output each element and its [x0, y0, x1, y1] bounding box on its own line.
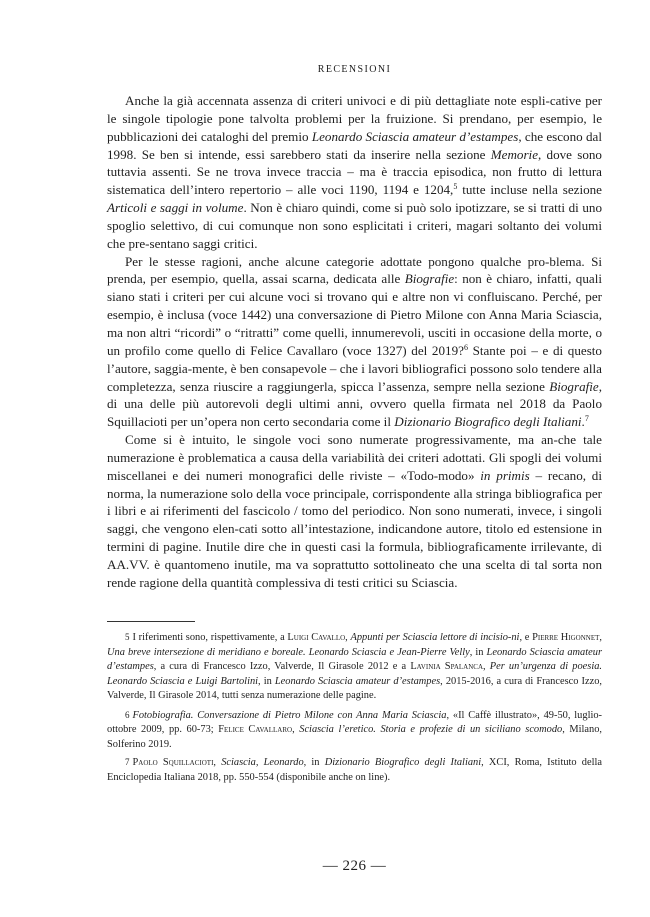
paragraph-1 [107, 92, 602, 253]
author-name: Paolo Squillacioti [132, 757, 214, 768]
italic-title: Articoli e saggi in volume [107, 200, 244, 216]
italic-title: Biografie [549, 378, 599, 394]
text-run: , e [519, 632, 533, 643]
italic-title: Per un’urgenza di poesia. Leonardo Sciascia e Luigi Bartolini [107, 661, 602, 687]
text-run: – recano, di norma, la numerazione solo della voce principale, corrispondente alla stringa bibliografica per i libri e ai riferimenti del fascicolo / tomo del periodico. Non sono numerati, invece, i singoli saggi, che vengono elen-cati sotto all’intestazione, indicandone autore, titolo ed estensione in termini di pagine. Inutile dire che in questi casi la formula, bibliograficamente irrilevante, di AA.VV. è quantomeno inutile, ma va soprattutto sottolineato che una scelta di tal sorta non rende ragione della quantità complessiva di testi critici su Sciascia. [107, 467, 602, 590]
running-header: RECENSIONI [317, 64, 392, 75]
text-run: , in [469, 646, 487, 658]
italic-phrase: in primis [480, 467, 530, 483]
text-run: , in [258, 675, 275, 687]
text-run: Stante poi – e di questo l’autore, saggia-mente, è ben consapevole – che i lavori bibliografici possono solo tendere alla completezza, senza riuscire a raggiungerla, spicca l’assenza, sempre nella sezione [107, 342, 602, 394]
paragraph-3 [107, 431, 602, 592]
text-run: , in [303, 757, 325, 768]
author-name: Luigi Cavallo [287, 632, 346, 643]
italic-title: Leonardo Sciascia amateur d’estampes [311, 128, 519, 144]
text-run: , [292, 724, 300, 735]
text-run: tutte incluse nella sezione [457, 182, 602, 198]
italic-title: Memorie [490, 146, 539, 162]
text-run: , [213, 757, 222, 768]
italic-title: Leonardo Sciascia amateur d’estampes [107, 646, 602, 672]
footnote-ref[interactable]: 5 [453, 182, 458, 192]
italic-title: Sciascia l’eretico. Storia e profezie di un siciliano scomodo [299, 724, 563, 735]
text-run: , «Il Caffè illustrato», 49-50, luglio-ottobre 2009, pp. 60-73; [107, 709, 602, 735]
italic-title: Dizionario Biografico degli Italiani [324, 757, 482, 768]
footnote-ref[interactable]: 7 [584, 414, 589, 424]
text-run: , Milano, Solferino 2019. [107, 724, 603, 750]
text-run: Come si è intuito, le singole voci sono numerate progressivamente, ma an-che tale numerazione è problematica a causa della variabilità dei criteri adottati. Gli spogli dei volumi miscellanei e dei numeri monografici delle riviste – «Todo-modo» [107, 432, 602, 483]
paragraph-2 [107, 253, 602, 431]
footnote-number: 5 [125, 632, 130, 642]
text-run: I riferimenti sono, rispettivamente, a [132, 632, 288, 643]
footnote-separator [107, 621, 195, 622]
main-text [107, 92, 602, 592]
footnote-ref[interactable]: 6 [463, 342, 468, 352]
author-name: Felice Cavallaro [218, 724, 293, 735]
text-run: . [581, 414, 585, 430]
footnotes [107, 631, 602, 789]
author-name: Pierre Higonnet [532, 632, 600, 643]
footnote-5 [107, 631, 602, 704]
italic-title: Una breve intersezione di meridiano e boreale. Leonardo Sciascia e Jean-Pierre Velly [107, 646, 470, 658]
italic-title: Biografie [404, 271, 455, 287]
text-run: . Non è chiaro quindi, come si può solo ipotizzare, se si tratti di uno spoglio selettivo, di cui comunque non sono esplicitati i criteri, magari soltanto dei volumi che pre-sentano saggi critici. [107, 200, 602, 251]
author-name: Lavinia Spalanca [410, 661, 483, 672]
text-run: , [599, 632, 603, 643]
footnote-6 [107, 709, 602, 753]
italic-title: Fotobiografia. Conversazione di Pietro Milone con Anna Maria Sciascia [132, 709, 447, 721]
text-run: , XCI, Roma, Istituto della Enciclopedia Italiana 2018, pp. 550-554 (disponibile anche on line). [107, 757, 602, 783]
text-run: , di una delle più autorevoli degli ultimi anni, ovvero quella firmata nel 2018 da Paolo Squillacioti per un’opera non certo secondaria come il [107, 378, 602, 430]
text-run: , [345, 632, 351, 643]
footnote-number: 6 [125, 709, 130, 720]
text-run: , 2015-2016, a cura di Francesco Izzo, Valverde, Il Girasole 2014, tutti senza numerazione delle pagine. [107, 675, 602, 701]
text-run: : non è chiaro, infatti, quali siano stati i criteri per cui alcune voci si trovano qui e altre non vi confluiscano. Perché, per esempio, è inclusa (voce 1442) una conversazione di Pietro Milone con Anna Maria Sciascia, ma non altri “ricordi” o “ritratti” come quelli, innumerevoli, usciti in occasione della morte, o un profilo come quello di Felice Cavallaro (voce 1327) del 2019? [107, 271, 602, 358]
italic-title: Sciascia, Leonardo [221, 757, 304, 768]
text-run: , che escono dal 1998. Se ben si intende, essi sarebbero stati da inserire nella sezione [107, 128, 602, 162]
text-run: Anche la già accennata assenza di criteri univoci e di più dettagliate note espli-cative per le singole tipologie pone talvolta problemi per la fruizione. Si prendano, per esempio, le pubblicazioni dei cataloghi del premio [107, 93, 602, 144]
book-page [107, 0, 602, 917]
text-run: , [483, 661, 490, 672]
footnote-7 [107, 756, 602, 785]
italic-title: Leonardo Sciascia amateur d’estampes [274, 675, 441, 687]
text-run: Per le stesse ragioni, anche alcune categorie adottate pongono qualche pro-blema. Si prenda, per esempio, quella, assai scarna, dedicata alle [107, 253, 602, 287]
italic-title: Appunti per Sciascia lettore di incisio-ni [350, 632, 520, 643]
italic-title: Dizionario Biografico degli Italiani [394, 414, 582, 430]
text-run: , a cura di Francesco Izzo, Valverde, Il Girasole 2012 e a [153, 661, 411, 672]
text-run: , dove sono tuttavia assenti. Se ne trova invece traccia – ma è traccia episodica, non frutto di lettura sistematica dell’intero repertorio – alle voci 1190, 1194 e 1204, [107, 146, 602, 198]
page-number: — 226 — [322, 858, 387, 874]
footnote-number: 7 [125, 757, 130, 767]
